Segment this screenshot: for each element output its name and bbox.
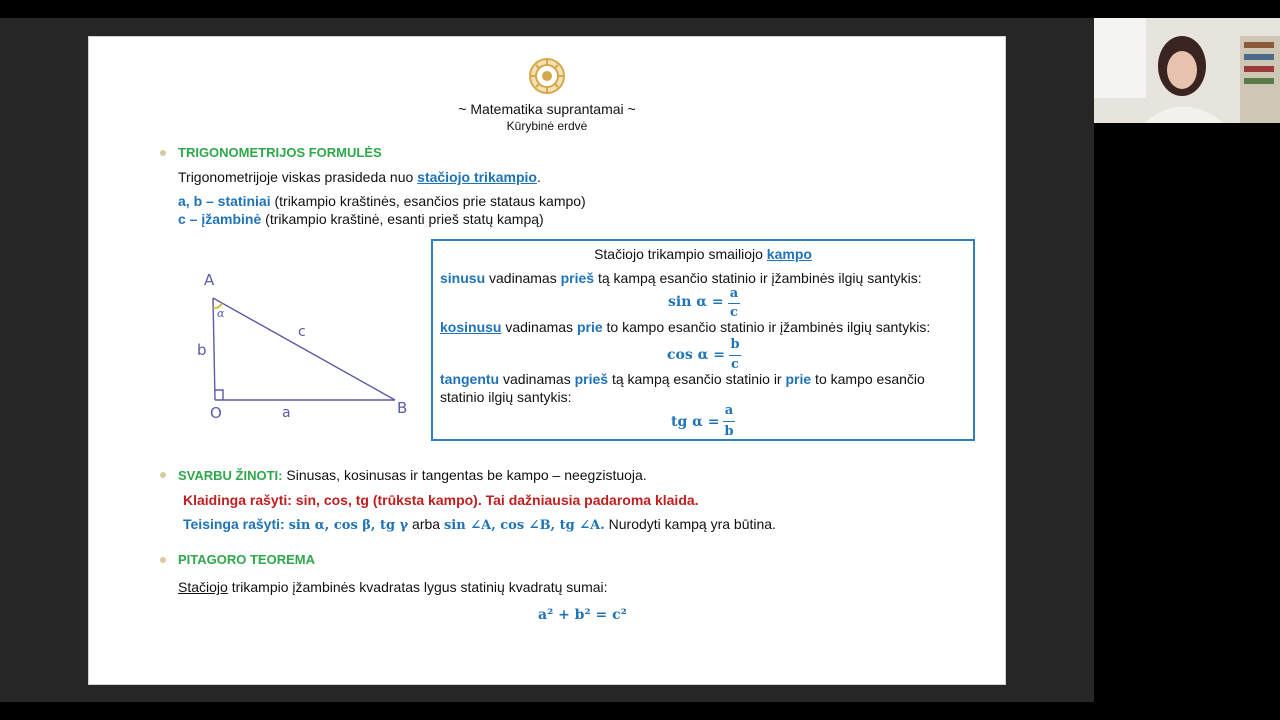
vertex-a-label: A (204, 271, 215, 289)
vertex-o-label: O (210, 404, 222, 422)
fraction-bar (729, 355, 741, 356)
tangent-denominator: b (724, 424, 734, 439)
definitions-title: Stačiojo trikampio smailiojo kampo (594, 246, 812, 262)
right-triangle-link[interactable]: stačiojo trikampio (417, 169, 537, 185)
cosine-formula-lhs: cos α = (667, 347, 725, 363)
side-c-label: c (298, 324, 306, 340)
fraction-bar (728, 303, 740, 304)
sine-formula-lhs: sin α = (668, 294, 724, 310)
document-subtitle: Kūrybinė erdvė (506, 119, 588, 133)
pythagoras-formula: a² + b² = c² (538, 607, 627, 623)
section-heading-important: SVARBU ŽINOTI: (178, 468, 283, 483)
wrong-usage-line: Klaidinga rašyti: sin, cos, tg (trūksta kampo). Tai dažniausia padaroma klaida. (183, 492, 699, 508)
vertex-b-label: B (397, 399, 408, 417)
bullet-icon (160, 472, 166, 478)
tangent-definition-line2: statinio ilgių santykis: (440, 389, 572, 405)
side-a-label: a (282, 405, 291, 421)
sine-denominator: c (730, 305, 738, 320)
tangent-formula-lhs: tg α = (671, 414, 720, 430)
sine-numerator: a (729, 286, 739, 301)
angle-alpha-label: α (217, 307, 225, 320)
side-b-label: b (197, 341, 207, 359)
webcam-video[interactable] (1094, 18, 1280, 123)
bullet-icon (160, 150, 166, 156)
legs-line: a, b – statiniai (trikampio kraštinės, esančios prie stataus kampo) (178, 193, 586, 209)
correct-usage-line: Teisinga rašyti: sin α, cos β, tg γ arba sin ∠A, cos ∠B, tg ∠A. Nurodyti kampą yra būtina. (183, 516, 776, 533)
section-heading-trigonometry: TRIGONOMETRIJOS FORMULĖS (178, 145, 382, 160)
right-triangle-diagram (190, 265, 420, 425)
important-line: SVARBU ŽINOTI: Sinusas, kosinusas ir tangentas be kampo – neegzistuoja. (178, 467, 647, 483)
sine-definition: sinusu vadinamas prieš tą kampą esančio statinio ir įžambinės ilgių santykis: (440, 270, 922, 286)
bullet-icon (160, 557, 166, 563)
presenter-video-frame (1094, 18, 1280, 123)
cosine-denominator: c (731, 357, 739, 372)
pythagoras-text: Stačiojo trikampio įžambinės kvadratas lygus statinių kvadratų sumai: (178, 579, 608, 595)
angle-link[interactable]: kampo (766, 246, 812, 262)
cosine-numerator: b (730, 337, 740, 352)
tangent-definition: tangentu vadinamas prieš tą kampą esančio statinio ir prie to kampo esančio (440, 371, 925, 387)
hypotenuse-line: c – įžambinė (trikampio kraštinė, esanti prieš statų kampą) (178, 211, 544, 227)
document-title: ~ Matematika suprantamai ~ (458, 101, 636, 117)
cosine-definition: kosinusu vadinamas prie to kampo esančio statinio ir įžambinės ilgių santykis: (440, 319, 931, 335)
section-heading-pythagoras: PITAGORO TEOREMA (178, 552, 315, 567)
intro-line: Trigonometrijoje viskas prasideda nuo stačiojo trikampio. (178, 169, 541, 185)
sun-logo-icon (528, 57, 566, 95)
tangent-numerator: a (724, 403, 734, 418)
fraction-bar (723, 421, 735, 422)
